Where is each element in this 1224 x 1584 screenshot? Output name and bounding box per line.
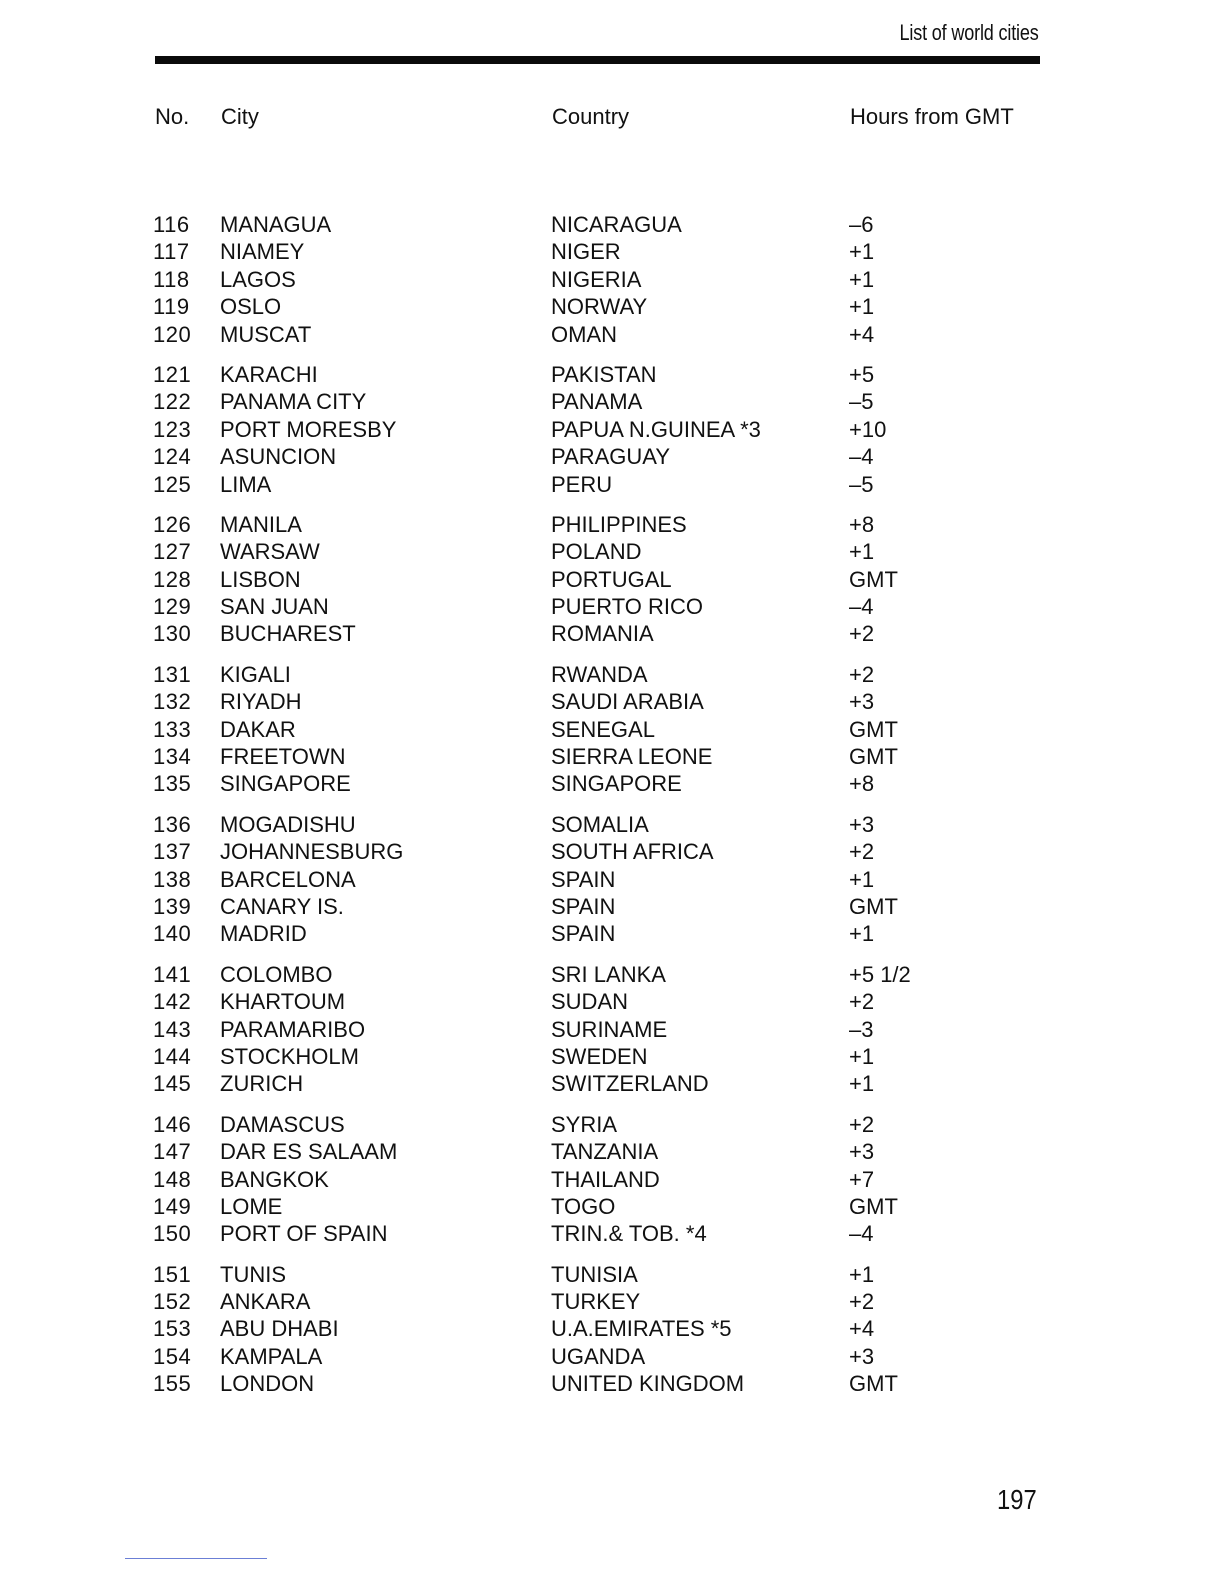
cell-hours: +4: [849, 1316, 875, 1342]
column-header-city: City: [221, 104, 259, 129]
cell-no: 139: [153, 893, 192, 919]
cell-city: LAGOS: [220, 266, 296, 292]
cell-hours: –5: [849, 471, 874, 497]
cell-city: PANAMA CITY: [220, 389, 367, 415]
cell-country: POLAND: [551, 539, 642, 565]
cell-city: FREETOWN: [220, 744, 346, 770]
cell-country: SPAIN: [551, 893, 616, 919]
cell-no: 123: [153, 416, 192, 442]
table-row: [0, 689, 1224, 716]
cell-country: SURINAME: [551, 1016, 668, 1042]
cell-hours: GMT: [849, 566, 898, 592]
page-header-title: List of world cities: [899, 20, 1039, 45]
city-group: [0, 212, 1224, 349]
cell-city: PORT OF SPAIN: [220, 1221, 388, 1247]
cell-city: SINGAPORE: [220, 771, 351, 797]
cell-country: SWITZERLAND: [551, 1071, 709, 1097]
cell-city: BUCHAREST: [220, 621, 356, 647]
table-row: [0, 989, 1224, 1016]
cell-no: 145: [153, 1071, 192, 1097]
cell-hours: +5: [849, 361, 875, 387]
cell-no: 155: [153, 1371, 192, 1397]
cell-no: 143: [153, 1016, 192, 1042]
cell-hours: +3: [849, 689, 875, 715]
cell-city: MADRID: [220, 921, 307, 947]
cell-country: PAKISTAN: [551, 361, 657, 387]
cell-no: 153: [153, 1316, 192, 1342]
cell-city: LONDON: [220, 1371, 315, 1397]
table-row: [0, 1044, 1224, 1071]
city-group: [0, 962, 1224, 1099]
cell-country: SENEGAL: [551, 716, 655, 742]
page-number: 197: [997, 1484, 1037, 1515]
cell-city: STOCKHOLM: [220, 1043, 359, 1069]
cell-country: TUNISIA: [551, 1261, 638, 1287]
table-row: [0, 921, 1224, 948]
table-row: [0, 1371, 1224, 1398]
cell-city: KIGALI: [220, 661, 291, 687]
cell-hours: +8: [849, 771, 875, 797]
cell-hours: +2: [849, 1111, 875, 1137]
cell-hours: +2: [849, 1289, 875, 1315]
cell-no: 118: [153, 266, 190, 292]
table-row: [0, 539, 1224, 566]
table-row: [0, 417, 1224, 444]
cell-city: DAMASCUS: [220, 1111, 345, 1137]
table-row: [0, 594, 1224, 621]
cell-no: 124: [153, 444, 192, 470]
cell-hours: –5: [849, 389, 874, 415]
table-row: [0, 212, 1224, 239]
cell-city: KHARTOUM: [220, 989, 346, 1015]
header-rule: [155, 56, 1040, 64]
cell-hours: +8: [849, 511, 875, 537]
cell-country: TANZANIA: [551, 1139, 659, 1165]
cell-no: 131: [153, 661, 192, 687]
cell-country: PARAGUAY: [551, 444, 670, 470]
cell-city: SAN JUAN: [220, 594, 329, 620]
cell-country: SPAIN: [551, 921, 616, 947]
table-row: [0, 1017, 1224, 1044]
cell-city: KARACHI: [220, 361, 318, 387]
cell-no: 130: [153, 621, 192, 647]
cell-city: JOHANNESBURG: [220, 839, 404, 865]
cell-hours: +2: [849, 661, 875, 687]
cell-no: 127: [153, 539, 192, 565]
cell-hours: +1: [849, 239, 875, 265]
cell-no: 146: [153, 1111, 192, 1137]
cell-country: PAPUA N.GUINEA *3: [551, 416, 761, 442]
cell-country: SWEDEN: [551, 1043, 648, 1069]
column-header-country: Country: [552, 104, 630, 129]
cell-city: COLOMBO: [220, 961, 333, 987]
cell-city: OSLO: [220, 294, 282, 320]
table-row: [0, 389, 1224, 416]
cell-no: 149: [153, 1193, 192, 1219]
table-row: [0, 771, 1224, 798]
table-row: [0, 621, 1224, 648]
cell-city: KAMPALA: [220, 1343, 323, 1369]
cell-city: MANILA: [220, 511, 302, 537]
cell-hours: +1: [849, 1043, 875, 1069]
cell-hours: +1: [849, 266, 875, 292]
cell-country: SOMALIA: [551, 811, 649, 837]
cell-country: SPAIN: [551, 866, 616, 892]
table-row: [0, 567, 1224, 594]
cell-country: TRIN.& TOB. *4: [551, 1221, 707, 1247]
table-row: [0, 294, 1224, 321]
cell-no: 154: [153, 1343, 192, 1369]
cell-hours: +1: [849, 294, 875, 320]
table-row: [0, 1316, 1224, 1343]
city-group: [0, 512, 1224, 649]
table-row: [0, 362, 1224, 389]
cell-city: BARCELONA: [220, 866, 356, 892]
cell-country: NIGER: [551, 239, 621, 265]
cell-city: ABU DHABI: [220, 1316, 339, 1342]
cell-no: 117: [153, 239, 190, 265]
cell-city: DAR ES SALAAM: [220, 1139, 398, 1165]
cell-no: 136: [153, 811, 192, 837]
cell-country: TURKEY: [551, 1289, 641, 1315]
cell-country: PERU: [551, 471, 613, 497]
cell-city: LOME: [220, 1193, 283, 1219]
cell-hours: +7: [849, 1166, 875, 1192]
cell-no: 148: [153, 1166, 192, 1192]
cell-hours: +3: [849, 811, 875, 837]
cell-hours: GMT: [849, 893, 898, 919]
cell-country: NIGERIA: [551, 266, 642, 292]
table-row: [0, 444, 1224, 471]
cell-hours: GMT: [849, 744, 898, 770]
cell-no: 138: [153, 866, 192, 892]
cell-city: MANAGUA: [220, 212, 332, 237]
cell-hours: +2: [849, 839, 875, 865]
cell-no: 147: [153, 1139, 192, 1165]
cell-city: PORT MORESBY: [220, 416, 397, 442]
cell-no: 125: [153, 471, 192, 497]
table-row: [0, 1139, 1224, 1166]
cell-country: OMAN: [551, 321, 617, 347]
cell-city: LISBON: [220, 566, 301, 592]
cell-country: UGANDA: [551, 1343, 646, 1369]
cell-no: 121: [153, 361, 192, 387]
cell-hours: +10: [849, 416, 887, 442]
cell-city: PARAMARIBO: [220, 1016, 366, 1042]
cell-hours: +3: [849, 1139, 875, 1165]
column-header-hours: Hours from GMT: [850, 104, 1014, 129]
cell-hours: –4: [849, 1221, 874, 1247]
cell-hours: +5 1/2: [849, 961, 911, 987]
cell-hours: +2: [849, 989, 875, 1015]
table-row: [0, 1112, 1224, 1139]
cell-hours: +1: [849, 1071, 875, 1097]
cell-no: 132: [153, 689, 192, 715]
table-row: [0, 1289, 1224, 1316]
table-row: [0, 1167, 1224, 1194]
cell-no: 152: [153, 1289, 192, 1315]
cell-no: 129: [153, 594, 192, 620]
cell-country: SYRIA: [551, 1111, 618, 1137]
cell-no: 135: [153, 771, 192, 797]
cell-hours: –4: [849, 594, 874, 620]
table-row: [0, 239, 1224, 266]
cell-city: MUSCAT: [220, 321, 312, 347]
cell-hours: –6: [849, 212, 874, 237]
cell-city: ANKARA: [220, 1289, 311, 1315]
cell-no: 133: [153, 716, 192, 742]
cell-hours: GMT: [849, 1193, 898, 1219]
table-row: [0, 867, 1224, 894]
cell-country: SAUDI ARABIA: [551, 689, 704, 715]
cell-hours: +1: [849, 1261, 875, 1287]
table-row: [0, 1262, 1224, 1289]
cell-no: 134: [153, 744, 192, 770]
table-row: [0, 1071, 1224, 1098]
cell-hours: GMT: [849, 1371, 898, 1397]
cell-no: 140: [153, 921, 192, 947]
cell-country: SIERRA LEONE: [551, 744, 713, 770]
cell-hours: +4: [849, 321, 875, 347]
cell-hours: GMT: [849, 716, 898, 742]
cell-no: 116: [153, 212, 190, 237]
cell-no: 120: [153, 321, 192, 347]
cell-no: 144: [153, 1043, 192, 1069]
cell-city: DAKAR: [220, 716, 296, 742]
table-row: [0, 1221, 1224, 1248]
city-group: [0, 812, 1224, 949]
cell-country: NORWAY: [551, 294, 648, 320]
cell-hours: –4: [849, 444, 874, 470]
cell-country: PUERTO RICO: [551, 594, 703, 620]
city-group: [0, 662, 1224, 799]
cell-country: SRI LANKA: [551, 961, 666, 987]
cell-hours: +3: [849, 1343, 875, 1369]
table-row: [0, 512, 1224, 539]
cell-hours: +2: [849, 621, 875, 647]
cell-city: NIAMEY: [220, 239, 305, 265]
table-row: [0, 322, 1224, 349]
cell-city: BANGKOK: [220, 1166, 329, 1192]
cell-hours: +1: [849, 539, 875, 565]
table-row: [0, 962, 1224, 989]
cell-country: PANAMA: [551, 389, 643, 415]
cell-no: 119: [153, 294, 190, 320]
table-row: [0, 472, 1224, 499]
cell-country: THAILAND: [551, 1166, 660, 1192]
table-row: [0, 894, 1224, 921]
cell-no: 141: [153, 961, 192, 987]
table-row: [0, 744, 1224, 771]
city-group: [0, 1262, 1224, 1399]
cell-country: PORTUGAL: [551, 566, 672, 592]
cell-no: 128: [153, 566, 192, 592]
cell-city: ZURICH: [220, 1071, 304, 1097]
table-row: [0, 1344, 1224, 1371]
column-header-no: No.: [155, 104, 190, 129]
cell-country: SINGAPORE: [551, 771, 682, 797]
cell-city: LIMA: [220, 471, 272, 497]
cell-hours: –3: [849, 1016, 874, 1042]
cell-city: RIYADH: [220, 689, 302, 715]
cell-country: SOUTH AFRICA: [551, 839, 714, 865]
table-row: [0, 812, 1224, 839]
footer-line: [125, 1558, 267, 1559]
cell-hours: +1: [849, 921, 875, 947]
city-group: [0, 1112, 1224, 1249]
cell-country: SUDAN: [551, 989, 629, 1015]
cell-country: U.A.EMIRATES *5: [551, 1316, 732, 1342]
cell-no: 151: [153, 1261, 192, 1287]
cell-no: 126: [153, 511, 192, 537]
cell-no: 150: [153, 1221, 192, 1247]
cell-city: CANARY IS.: [220, 893, 344, 919]
table-row: [0, 717, 1224, 744]
city-group: [0, 362, 1224, 499]
table-row: [0, 267, 1224, 294]
cell-country: ROMANIA: [551, 621, 654, 647]
cell-country: TOGO: [551, 1193, 616, 1219]
cell-city: WARSAW: [220, 539, 320, 565]
cell-country: PHILIPPINES: [551, 511, 687, 537]
table-row: [0, 662, 1224, 689]
cell-country: RWANDA: [551, 661, 648, 687]
cell-no: 137: [153, 839, 192, 865]
cell-city: TUNIS: [220, 1261, 286, 1287]
cell-country: NICARAGUA: [551, 212, 682, 237]
city-table: [0, 212, 1224, 1412]
cell-city: ASUNCION: [220, 444, 337, 470]
table-row: [0, 1194, 1224, 1221]
cell-hours: +1: [849, 866, 875, 892]
cell-city: MOGADISHU: [220, 811, 356, 837]
cell-country: UNITED KINGDOM: [551, 1371, 745, 1397]
table-row: [0, 839, 1224, 866]
cell-no: 142: [153, 989, 192, 1015]
cell-no: 122: [153, 389, 192, 415]
